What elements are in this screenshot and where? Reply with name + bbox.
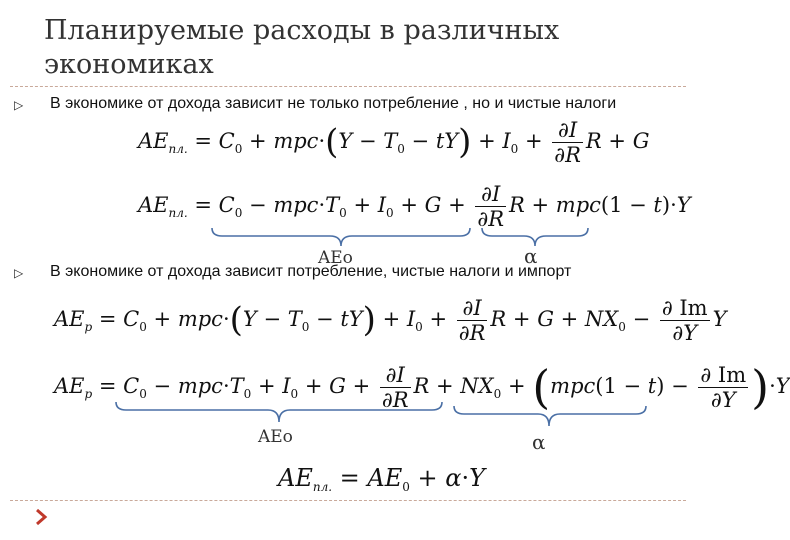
bullet-2-text: В экономике от дохода зависит потребление, чистые налоги и импорт (50, 263, 572, 280)
equation-4: $AE_р = C_0 - mpc\cdot T_0 + I_0 + G$ + $\frac{\partial I}{\partial R}$ $R + NX_0 + (mpc(1 - t)$ − $\frac{\partial Im}{\partial Y}$ )·Y (54, 360, 790, 414)
ae0-label-1: AEo (318, 248, 353, 268)
brace-alpha-2 (452, 404, 648, 428)
alpha-label-1: α (524, 244, 538, 268)
bullet-1-text: В экономике от дохода зависит не только потребление , но и чистые налоги (50, 95, 617, 112)
ae0-label-2: AEo (258, 427, 293, 447)
alpha-label-2: α (532, 430, 546, 454)
slide-title: Планируемые расходы в различных экономиках (44, 15, 560, 80)
equation-3: $AE_р = C_0 + mpc\cdot(Y - T_0 - tY) + I_0$ + $\frac{\partial I}{\partial R}$ $R + G + NX_0$ − $\frac{\partial Im}{\partial Y}$ Y (54, 296, 727, 345)
footer-divider (10, 500, 686, 501)
triangle-right-icon: ▷ (14, 266, 24, 280)
triangle-right-icon: ▷ (14, 98, 24, 112)
title-divider (10, 86, 686, 87)
brace-ae0-2 (114, 400, 444, 424)
chevron-right-icon (34, 508, 48, 526)
equation-1: $AE_{пл.} = C_0 + mpc\cdot(Y - T_0 - tY) + I_0$ + $\frac{\partial I}{\partial R}$ R + G (138, 118, 650, 167)
equation-5: $AE_{пл.} = AE_0 + \alpha\cdot Y$ (278, 464, 485, 494)
equation-2: $AE_{пл.} = C_0 - mpc\cdot T_0 + I_0 + G$ + $\frac{\partial I}{\partial R}$ R + mpc(1 − t)·Y (138, 182, 691, 231)
brace-ae0-1 (210, 226, 472, 248)
